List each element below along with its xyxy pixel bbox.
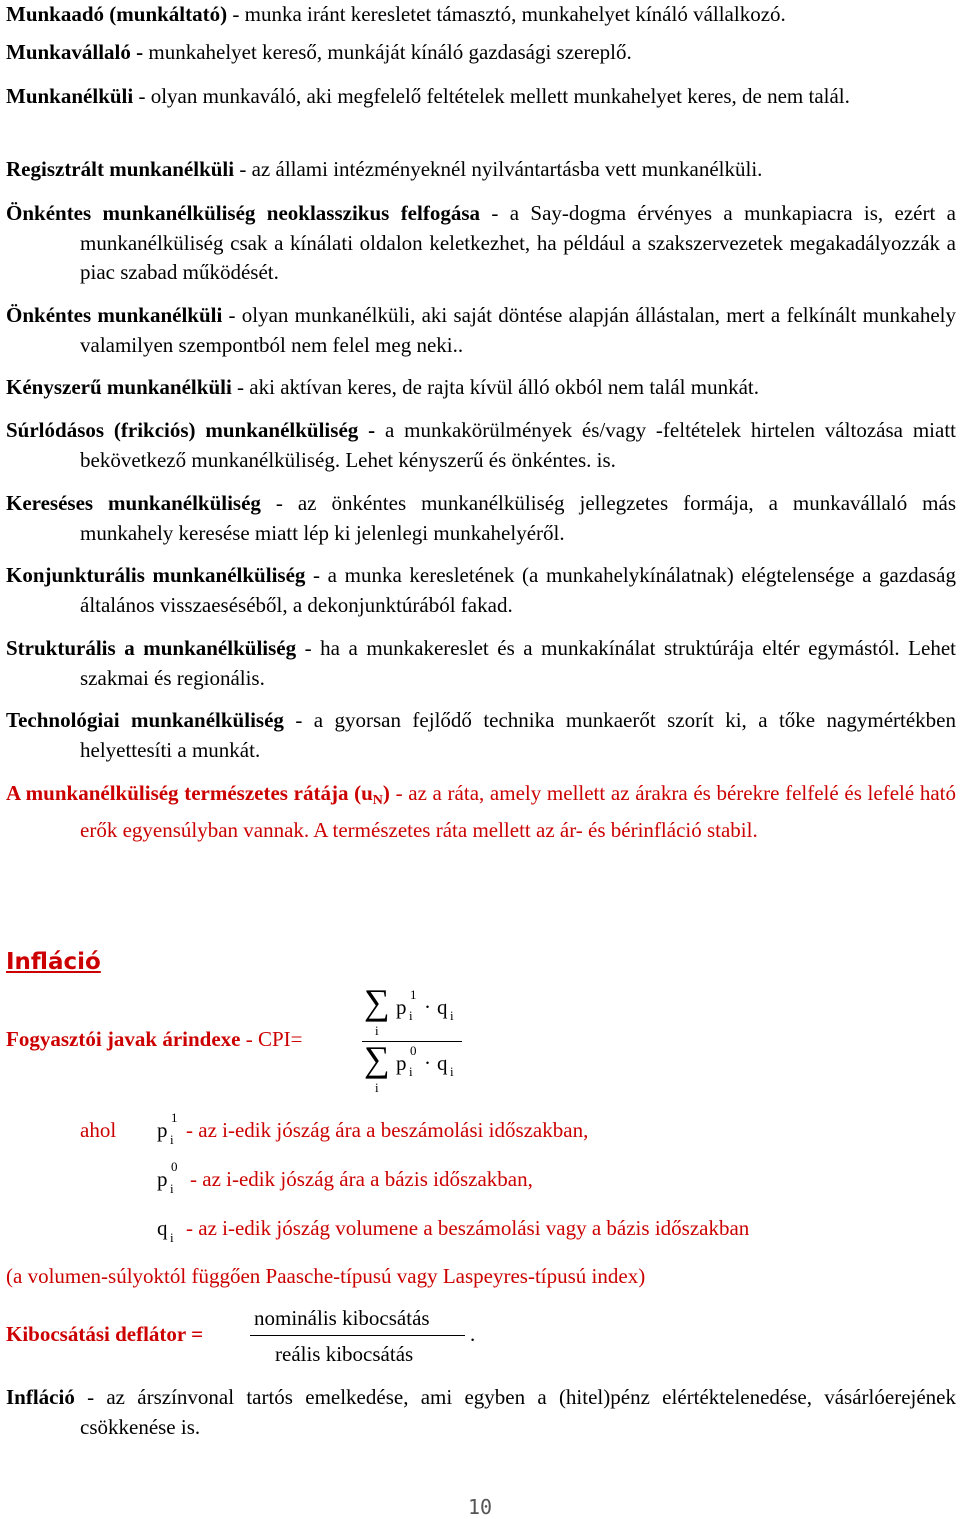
definition-text: - a gyorsan fejlődő technika munkaerőt szorít ki, a tőke nagymértékben helyettesíti a munkát. <box>80 708 956 762</box>
numerator-dot: · <box>424 995 431 1019</box>
definition-text: a munkakörülmények és/vagy -feltételek hirtelen változása miatt bekövetkező munkanélküliség. Lehet kényszerű és önkéntes. is. <box>80 418 956 472</box>
numerator-q-sub: i <box>450 1008 454 1023</box>
definition-term: Munkavállaló - <box>6 40 144 64</box>
definition-text: - munka iránt keresletet támasztó, munkahelyet kínáló vállalkozó. <box>227 2 786 26</box>
cpi-dash: - CPI= <box>240 1027 303 1051</box>
denominator-dot: · <box>424 1051 431 1075</box>
definition-konjunkturalis <box>6 561 956 620</box>
definition-term: Konjunkturális munkanélküliség <box>6 563 306 587</box>
definition-term: Regisztrált munkanélküli <box>6 157 235 181</box>
definition-text: - az állami intézményeknél nyilvántartásba vett munkanélküli. <box>234 157 763 181</box>
page-number: 10 <box>467 1495 493 1519</box>
definition-text: - az árszínvonal tartós emelkedése, ami egyben a (hitel)pénz elértéktelenedése, vásárlóerejének csökkenése is. <box>74 1385 956 1439</box>
deflator-period: . <box>470 1322 476 1346</box>
deflator-numerator: nominális kibocsátás <box>254 1306 430 1330</box>
section-title-inflacio: Infláció <box>6 949 101 975</box>
legend-text: - az i-edik jószág ára a bázis időszakban, <box>190 1167 533 1191</box>
definition-text: - olyan munkaváló, aki megfelelő feltételek mellett munkahelyet keres, de nem talál. <box>133 84 850 108</box>
definition-kereseses <box>6 489 956 548</box>
natural-rate-term-end: ) <box>382 781 390 805</box>
legend-symbol-sub: i <box>170 1230 174 1245</box>
numerator-p-sub: i <box>409 1008 413 1023</box>
legend-text: - az i-edik jószág volumene a beszámolási vagy a bázis időszakban <box>186 1216 750 1240</box>
definition-text: - aki aktívan keres, de rajta kívül álló okból nem talál munkát. <box>231 375 759 399</box>
numerator-p-sup: 1 <box>410 987 417 1002</box>
definition-munkanelkuli <box>6 82 956 112</box>
deflator-label: Kibocsátási deflátor = <box>6 1322 204 1346</box>
sum-index-numerator: i <box>375 1023 379 1038</box>
definition-strukturalis <box>6 634 956 693</box>
cpi-label: Fogyasztói javak árindexe <box>6 1027 241 1051</box>
definition-kenyszeru <box>6 373 956 403</box>
definition-text: munkahelyet kereső, munkáját kínáló gazdasági szereplő. <box>143 40 632 64</box>
natural-rate-subscript: N <box>372 793 383 808</box>
definition-technologiai <box>6 706 956 765</box>
natural-rate-text: - az a ráta, amely mellett az árakra és bérekre felfelé és lefelé ható erők egyensúlyban vannak. A természetes ráta mellett az ár- és bérinfláció stabil. <box>80 781 956 842</box>
definition-munkavallalo <box>6 38 956 68</box>
definition-term: Munkaadó (munkáltató) <box>6 2 228 26</box>
denominator-p-sub: i <box>409 1064 413 1079</box>
definition-term: Súrlódásos (frikciós) munkanélküliség - <box>6 418 376 442</box>
definition-inflacio <box>6 1383 956 1442</box>
deflator-denominator: reális kibocsátás <box>275 1342 414 1366</box>
definition-term: Strukturális a munkanélküliség <box>6 636 297 660</box>
definition-regisztralt <box>6 155 956 185</box>
definition-term: Önkéntes munkanélküli <box>6 303 223 327</box>
denominator-p: p <box>396 1051 407 1075</box>
deflator-fraction-bar <box>250 1335 465 1336</box>
natural-rate-term: A munkanélküliség természetes rátája (u <box>6 781 373 805</box>
denominator-q-sub: i <box>450 1064 454 1079</box>
denominator-q: q <box>437 1051 448 1075</box>
definition-text: - a Say-dogma érvényes a munkapiacra is, ezért a munkanélküliség csak a kínálati oldalon keletkezhet, ha például a szakszervezetek megakadályozzák a piac szabad működését. <box>80 201 956 284</box>
definition-text: - olyan munkanélküli, aki saját döntése alapján állástalan, mert a felkínált munkahely valamilyen szempontból nem felel meg neki.. <box>80 303 956 357</box>
definition-onkentes-munkanelkuli <box>6 301 956 360</box>
numerator-p: p <box>396 995 407 1019</box>
definition-munkaado <box>6 0 956 30</box>
definition-term: Munkanélküli <box>6 84 134 108</box>
definition-natural-rate <box>6 779 956 845</box>
sum-index-denominator: i <box>375 1080 379 1095</box>
definition-onkentes-neoklasszikus <box>6 199 956 288</box>
definition-text: - a munka keresletének (a munkahelykínálatnak) elégtelensége a gazdaság általános visszaeséséből, a dekonjunktúrából fakad. <box>80 563 956 617</box>
numerator-q: q <box>437 995 448 1019</box>
legend-symbol: p <box>157 1118 168 1142</box>
definition-term: Kényszerű munkanélküli <box>6 375 232 399</box>
sum-sign-denominator: ∑ <box>364 1039 390 1079</box>
sum-sign-numerator: ∑ <box>364 982 390 1022</box>
legend-symbol: p <box>157 1167 168 1191</box>
legend-symbol-sup: 1 <box>171 1110 178 1125</box>
definition-surlodasos <box>6 416 956 475</box>
cpi-label-line <box>6 1027 303 1052</box>
legend-symbol-sub: i <box>170 1132 174 1147</box>
legend-symbol-sub: i <box>170 1181 174 1196</box>
definition-term: Kereséses munkanélküliség <box>6 491 261 515</box>
denominator-p-sup: 0 <box>410 1043 417 1058</box>
definition-term: Technológiai munkanélküliség <box>6 708 284 732</box>
index-note: (a volumen-súlyoktól függően Paasche-típusú vagy Laspeyres-típusú index) <box>6 1264 646 1288</box>
definition-term: Infláció <box>6 1385 75 1409</box>
legend-text: - az i-edik jószág ára a beszámolási időszakban, <box>186 1118 589 1142</box>
definition-term: Önkéntes munkanélküliség neoklasszikus felfogása <box>6 201 481 225</box>
definition-text: - az önkéntes munkanélküliség jellegzetes formája, a munkavállaló más munkahely keresése miatt lép ki jelenlegi munkahelyéről. <box>80 491 956 545</box>
definition-text: - ha a munkakereslet és a munkakínálat struktúrája eltér egymástól. Lehet szakmai és regionális. <box>80 636 956 690</box>
legend-symbol-sup: 0 <box>171 1159 178 1174</box>
legend-symbol: q <box>157 1216 168 1240</box>
where-label: ahol <box>80 1118 117 1142</box>
